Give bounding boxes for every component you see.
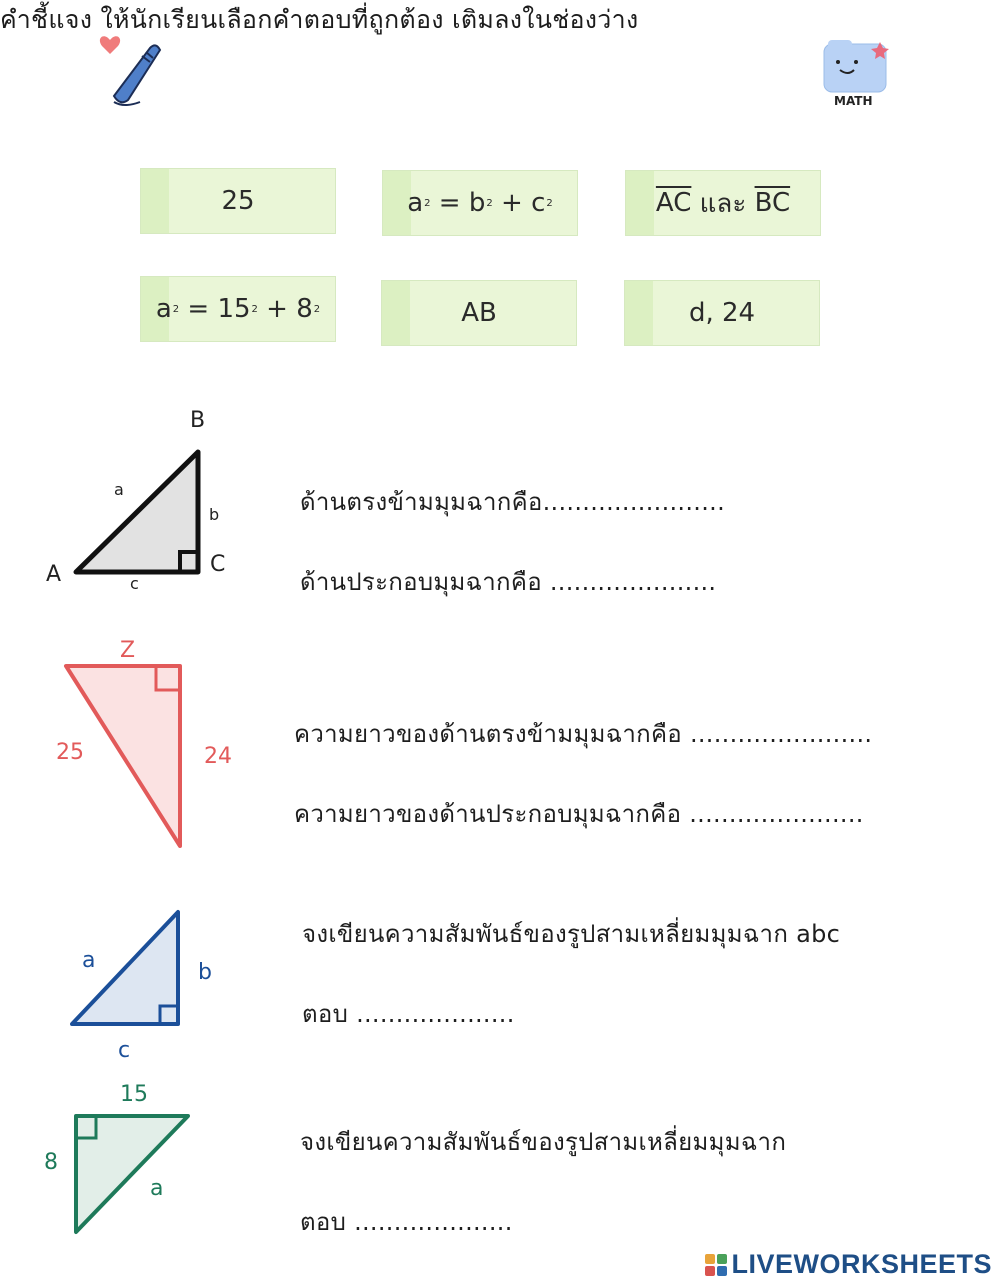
- triangle-blue: [60, 900, 190, 1036]
- liveworksheets-brand[interactable]: [705, 1249, 992, 1280]
- side-label-z: Z: [120, 638, 136, 663]
- triangle-green: [66, 1106, 200, 1240]
- side-label-c: c: [130, 574, 139, 593]
- answer-card-25[interactable]: [140, 168, 336, 234]
- question-leg-length[interactable]: ความยาวของด้านประกอบมุมฉากคือ ......................: [294, 800, 864, 828]
- answer-card-label: $\overline{AC}$ และ $\overline{BC}$: [655, 188, 791, 219]
- question-hypotenuse[interactable]: ด้านตรงข้ามมุมฉากคือ.......................: [300, 488, 725, 516]
- answer-card-d24[interactable]: [624, 280, 820, 346]
- answer-card-ab[interactable]: [381, 280, 577, 346]
- answer-card-label: 25: [221, 186, 255, 216]
- side-label-b: b: [209, 505, 220, 524]
- question-hypotenuse-length[interactable]: ความยาวของด้านตรงข้ามมุมฉากคือ .......................: [294, 720, 873, 748]
- math-badge: [820, 36, 892, 112]
- answer-blank-relation[interactable]: ตอบ ....................: [300, 1208, 513, 1236]
- side-label-a: a: [150, 1176, 164, 1201]
- question-relation: จงเขียนความสัมพันธ์ของรูปสามเหลี่ยมมุมฉาก: [300, 1128, 787, 1156]
- side-label-24: 24: [204, 744, 232, 769]
- answer-blank-relation-abc[interactable]: ตอบ ....................: [302, 1000, 515, 1028]
- side-label-15: 15: [120, 1082, 148, 1107]
- brand-name: LIVEWORKSHEETS: [731, 1249, 992, 1279]
- answer-card-pythagoras-abc[interactable]: [382, 170, 578, 236]
- side-label-8: 8: [44, 1150, 58, 1175]
- liveworksheets-logo-icon: [705, 1254, 727, 1276]
- vertex-label-a: A: [46, 562, 62, 587]
- answer-card-label: d, 24: [688, 298, 756, 328]
- side-label-b: b: [198, 960, 212, 985]
- side-label-a: a: [114, 480, 124, 499]
- vertex-label-c: C: [210, 552, 226, 577]
- question-legs[interactable]: ด้านประกอบมุมฉากคือ .....................: [300, 568, 717, 596]
- vertex-label-b: B: [190, 408, 206, 433]
- answer-card-ac-bc[interactable]: [625, 170, 821, 236]
- answer-card-pythagoras-numbers[interactable]: [140, 276, 336, 342]
- answer-card-label: a 2 = b 2 + c 2: [407, 188, 553, 218]
- side-label-25: 25: [56, 740, 84, 765]
- answer-card-label: AB: [461, 298, 497, 328]
- instruction-text: คำชี้แจง ให้นักเรียนเลือกคำตอบที่ถูกต้อง เติมลงในช่องว่าง: [0, 5, 639, 34]
- answer-card-label: a 2 = 15 2 + 8 2: [155, 294, 321, 324]
- math-badge-label: MATH: [834, 94, 873, 108]
- side-label-a: a: [82, 948, 96, 973]
- side-label-c: c: [118, 1038, 131, 1063]
- pen-icon: [98, 28, 170, 110]
- question-relation-abc: จงเขียนความสัมพันธ์ของรูปสามเหลี่ยมมุมฉาก abc: [302, 920, 841, 948]
